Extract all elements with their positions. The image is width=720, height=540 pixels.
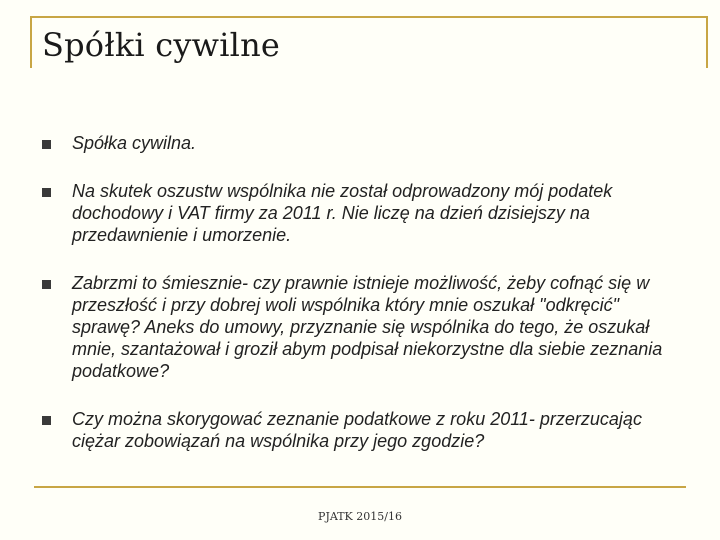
footer-divider-line	[34, 486, 686, 488]
bullet-text: Spółka cywilna.	[72, 133, 197, 153]
square-bullet-icon	[42, 188, 51, 197]
bullet-text: Na skutek oszustw wspólnika nie został odprowadzony mój podatek dochodowy i VAT firmy za 2011 r. Nie liczę na dzień dzisiejszy na przedawnienie i umorzenie.	[72, 181, 613, 245]
title-frame-top-line	[30, 16, 708, 18]
slide-title: Spółki cywilne	[42, 26, 281, 64]
bullet-item	[40, 132, 680, 154]
square-bullet-icon	[42, 416, 51, 425]
bullet-item	[40, 180, 680, 246]
bullet-item	[40, 408, 680, 452]
bullet-list	[40, 132, 680, 478]
bullet-item	[40, 272, 680, 382]
square-bullet-icon	[42, 140, 51, 149]
bullet-text: Czy można skorygować zeznanie podatkowe z roku 2011- przerzucając ciężar zobowiązań na wspólnika przy jego zgodzie?	[72, 409, 642, 451]
bullet-text: Zabrzmi to śmiesznie- czy prawnie istnieje możliwość, żeby cofnąć się w przeszłość i przy dobrej woli wspólnika który mnie oszukał "odkręcić" sprawę? Aneks do umowy, przyznanie się wspólnika do tego, że oszukał mnie, szantażował i groził abym podpisał niekorzystne dla siebie zeznania podatkowe?	[72, 273, 663, 381]
title-frame-left-line	[30, 16, 32, 68]
slide-footer: PJATK 2015/16	[318, 510, 402, 523]
title-frame-right-line	[706, 16, 708, 68]
square-bullet-icon	[42, 280, 51, 289]
